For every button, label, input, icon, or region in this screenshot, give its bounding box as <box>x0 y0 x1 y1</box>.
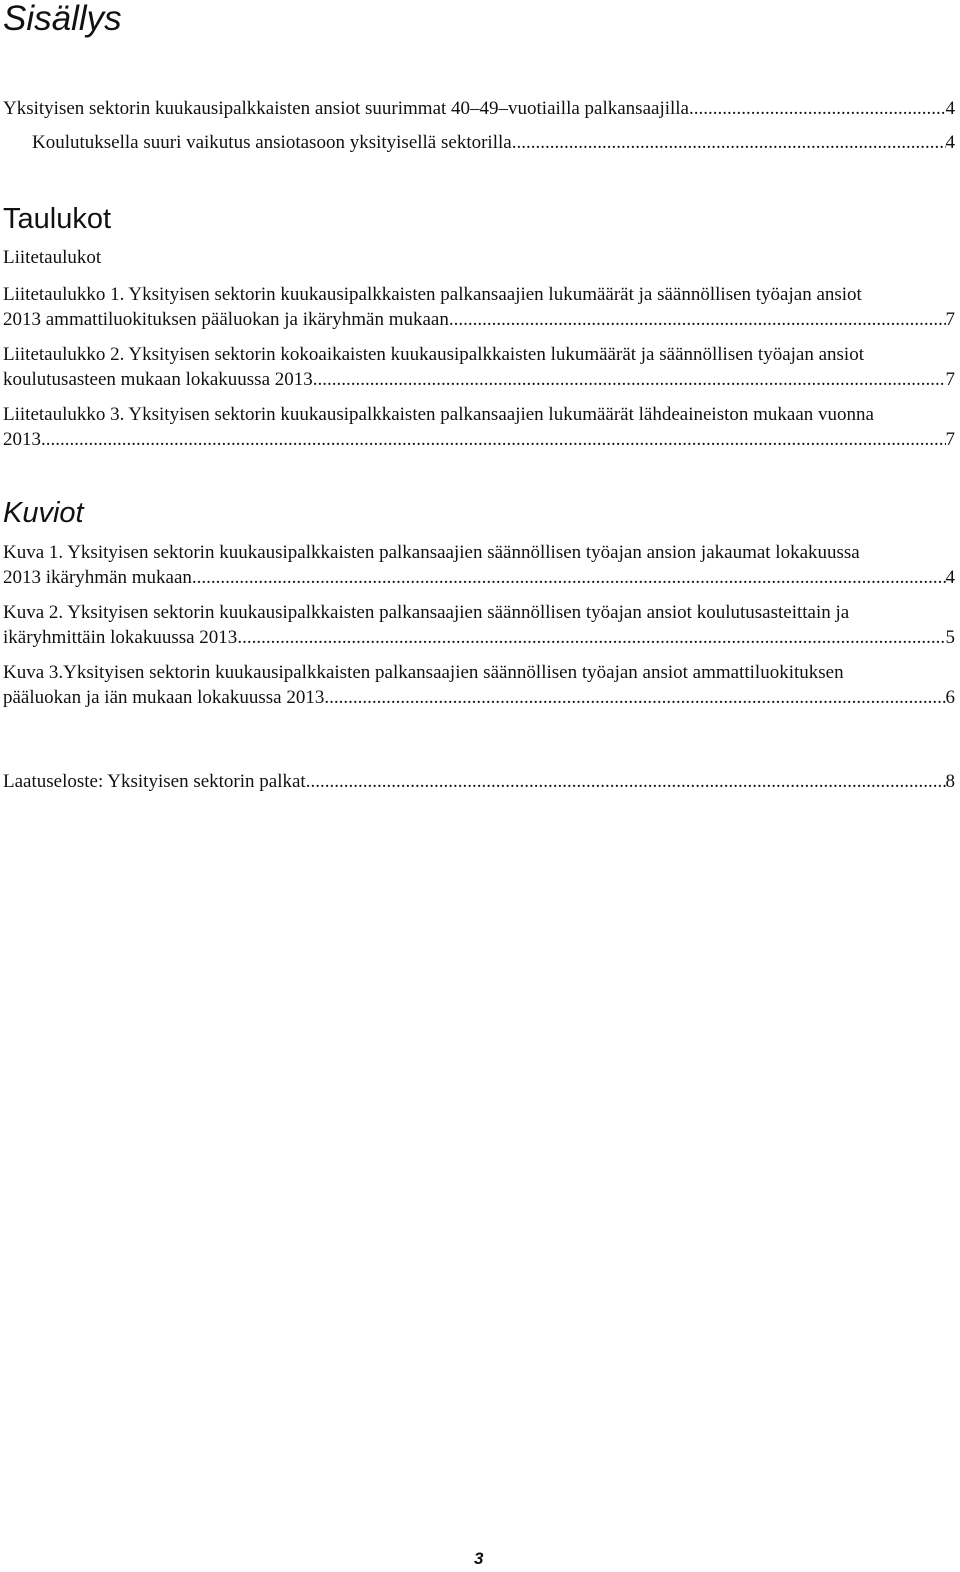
toc-entry-continuation <box>3 428 955 452</box>
toc-entry-page: 6 <box>945 687 955 708</box>
figures-heading: Kuviot <box>3 497 84 529</box>
toc-entry-continuation <box>3 626 955 650</box>
toc-entry-page: 7 <box>945 309 955 330</box>
toc-entry-title-cont: koulutusasteen mukaan lokakuussa 2013 <box>3 369 313 390</box>
toc-entry-page: 7 <box>945 369 955 390</box>
toc-entry-title: Kuva 3.Yksityisen sektorin kuukausipalkkaisten palkansaajien säännöllisen työajan ansiot ammattiluokituksen <box>3 662 844 683</box>
toc-entry-continuation <box>3 566 955 590</box>
toc-entry-title-cont: 2013 ikäryhmän mukaan <box>3 567 192 588</box>
dot-leader <box>306 770 946 794</box>
toc-entry-continuation <box>3 368 955 392</box>
toc-entry-page: 4 <box>945 132 955 153</box>
dot-leader <box>512 131 946 155</box>
tables-heading: Taulukot <box>3 203 112 235</box>
dot-leader <box>689 97 946 121</box>
toc-entry-title: Koulutuksella suuri vaikutus ansiotasoon yksityisellä sektorilla <box>32 132 512 153</box>
toc-entry-title-cont: ikäryhmittäin lokakuussa 2013 <box>3 627 238 648</box>
dot-leader <box>313 368 946 392</box>
dot-leader <box>41 428 946 452</box>
toc-entry-page: 4 <box>945 567 955 588</box>
dot-leader <box>192 566 946 590</box>
toc-entry-title: Liitetaulukko 3. Yksityisen sektorin kuukausipalkkaisten palkansaajien lukumäärät lähdeaineiston mukaan vuonna <box>3 404 874 425</box>
dot-leader <box>324 686 945 710</box>
toc-entry-title: Yksityisen sektorin kuukausipalkkaisten ansiot suurimmat 40–49–vuotiailla palkansaajilla <box>3 98 689 119</box>
toc-entry-quality-description[interactable] <box>3 770 955 794</box>
dot-leader <box>237 626 945 650</box>
toc-entry-title-cont: 2013 ammattiluokituksen pääluokan ja ikäryhmän mukaan <box>3 309 449 330</box>
toc-entry-title-cont: pääluokan ja iän mukaan lokakuussa 2013 <box>3 687 325 708</box>
dot-leader <box>449 308 946 332</box>
toc-entry-title: Liitetaulukko 1. Yksityisen sektorin kuukausipalkkaisten palkansaajien lukumäärät ja säännöllisen työajan ansiot <box>3 284 862 305</box>
toc-entry-title-cont: 2013 <box>3 429 41 450</box>
toc-entry-page: 5 <box>945 627 955 648</box>
toc-entry-continuation <box>3 308 955 332</box>
toc-entry-page: 4 <box>945 98 955 119</box>
toc-entry-page: 7 <box>945 429 955 450</box>
page-number: 3 <box>474 1549 484 1568</box>
toc-heading: Sisällys <box>3 0 122 38</box>
toc-entry-title: Kuva 1. Yksityisen sektorin kuukausipalkkaisten palkansaajien säännöllisen työajan ansion jakaumat lokakuussa <box>3 542 860 563</box>
toc-entry[interactable] <box>32 131 955 155</box>
toc-entry-page: 8 <box>945 771 955 792</box>
appendix-tables-subheading: Liitetaulukot <box>3 247 102 268</box>
toc-entry-title: Kuva 2. Yksityisen sektorin kuukausipalkkaisten palkansaajien säännöllisen työajan ansiot koulutusasteittain ja <box>3 602 850 623</box>
toc-entry-title: Liitetaulukko 2. Yksityisen sektorin kokoaikaisten kuukausipalkkaisten lukumäärät ja säännöllisen työajan ansiot <box>3 344 864 365</box>
toc-entry-continuation <box>3 686 955 710</box>
toc-entry[interactable] <box>3 97 955 121</box>
toc-entry-title: Laatuseloste: Yksityisen sektorin palkat <box>3 771 306 792</box>
